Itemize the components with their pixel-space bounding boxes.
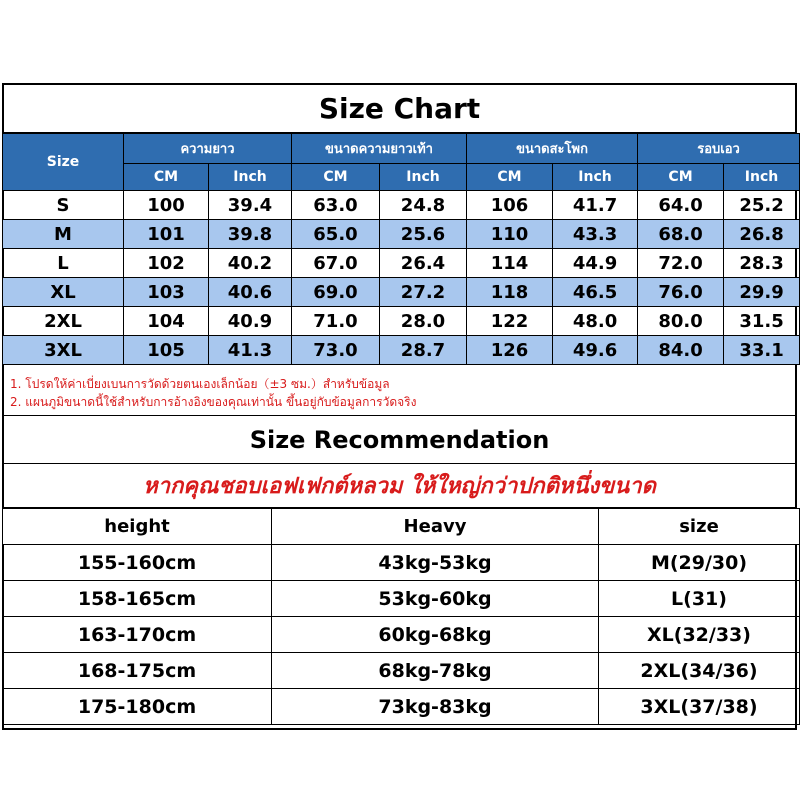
group-header-waist: รอบเอว: [638, 134, 800, 164]
measurement-cell: 63.0: [292, 191, 380, 220]
size-label: S: [3, 191, 124, 220]
measurement-cell: 24.8: [380, 191, 467, 220]
recommendation-row: [3, 617, 800, 653]
recommendation-note: หากคุณชอบเอฟเฟกต์หลวม ให้ใหญ่กว่าปกติหนึ่งขนาด: [4, 464, 795, 508]
measurement-cell: 84.0: [638, 336, 724, 365]
recommendation-row: [3, 653, 800, 689]
unit-header-cm: CM: [467, 164, 553, 191]
height-cell: 158-165cm: [3, 581, 272, 617]
measurement-cell: 65.0: [292, 220, 380, 249]
measurement-notes: [4, 372, 795, 416]
measurement-cell: 71.0: [292, 307, 380, 336]
size-cell: XL(32/33): [599, 617, 800, 653]
size-header: Size: [3, 134, 124, 191]
measurement-cell: 73.0: [292, 336, 380, 365]
size-table-body: [3, 191, 800, 365]
measurement-cell: 103: [124, 278, 209, 307]
measurement-cell: 26.4: [380, 249, 467, 278]
measurement-cell: 27.2: [380, 278, 467, 307]
weight-cell: 43kg-53kg: [272, 545, 599, 581]
measurement-cell: 29.9: [724, 278, 800, 307]
measurement-cell: 40.6: [209, 278, 292, 307]
measurement-cell: 105: [124, 336, 209, 365]
weight-cell: 60kg-68kg: [272, 617, 599, 653]
measurement-cell: 28.0: [380, 307, 467, 336]
measurement-cell: 102: [124, 249, 209, 278]
measurement-cell: 43.3: [553, 220, 638, 249]
measurement-cell: 64.0: [638, 191, 724, 220]
recommendation-table-body: [3, 545, 800, 725]
measurement-cell: 67.0: [292, 249, 380, 278]
unit-header-inch: Inch: [724, 164, 800, 191]
recommendation-header-row: [3, 509, 800, 545]
measurement-cell: 28.7: [380, 336, 467, 365]
note-line: 1. โปรดให้ค่าเบี่ยงเบนการวัดด้วยตนเองเล็กน้อย（±3 ซม.）สำหรับข้อมูล: [10, 377, 390, 391]
recommendation-title: Size Recommendation: [4, 416, 795, 464]
height-cell: 163-170cm: [3, 617, 272, 653]
size-row: [3, 220, 800, 249]
measurement-cell: 41.3: [209, 336, 292, 365]
measurement-cell: 40.2: [209, 249, 292, 278]
weight-cell: 73kg-83kg: [272, 689, 599, 725]
measurement-cell: 110: [467, 220, 553, 249]
measurement-cell: 101: [124, 220, 209, 249]
measurement-cell: 41.7: [553, 191, 638, 220]
measurement-cell: 100: [124, 191, 209, 220]
header-height: height: [3, 509, 272, 545]
measurement-cell: 68.0: [638, 220, 724, 249]
size-cell: M(29/30): [599, 545, 800, 581]
size-row: [3, 278, 800, 307]
size-cell: 2XL(34/36): [599, 653, 800, 689]
group-header-foot: ขนาดความยาวเท้า: [292, 134, 467, 164]
size-table: [2, 133, 800, 365]
unit-header-inch: Inch: [553, 164, 638, 191]
group-header-length: ความยาว: [124, 134, 292, 164]
measurement-cell: 26.8: [724, 220, 800, 249]
measurement-cell: 44.9: [553, 249, 638, 278]
size-chart-frame: [2, 83, 797, 730]
measurement-cell: 39.8: [209, 220, 292, 249]
measurement-cell: 114: [467, 249, 553, 278]
measurement-cell: 72.0: [638, 249, 724, 278]
group-header-row: [3, 134, 800, 164]
recommendation-row: [3, 545, 800, 581]
measurement-cell: 31.5: [724, 307, 800, 336]
weight-cell: 53kg-60kg: [272, 581, 599, 617]
measurement-cell: 126: [467, 336, 553, 365]
measurement-cell: 46.5: [553, 278, 638, 307]
measurement-cell: 25.2: [724, 191, 800, 220]
height-cell: 175-180cm: [3, 689, 272, 725]
size-row: [3, 191, 800, 220]
measurement-cell: 80.0: [638, 307, 724, 336]
measurement-cell: 33.1: [724, 336, 800, 365]
measurement-cell: 106: [467, 191, 553, 220]
group-header-hip: ขนาดสะโพก: [467, 134, 638, 164]
measurement-cell: 28.3: [724, 249, 800, 278]
unit-header-cm: CM: [124, 164, 209, 191]
size-row: [3, 307, 800, 336]
unit-header-cm: CM: [638, 164, 724, 191]
height-cell: 155-160cm: [3, 545, 272, 581]
size-label: M: [3, 220, 124, 249]
measurement-cell: 39.4: [209, 191, 292, 220]
size-label: 2XL: [3, 307, 124, 336]
unit-header-cm: CM: [292, 164, 380, 191]
size-row: [3, 336, 800, 365]
recommendation-row: [3, 581, 800, 617]
measurement-cell: 122: [467, 307, 553, 336]
size-label: L: [3, 249, 124, 278]
measurement-cell: 76.0: [638, 278, 724, 307]
measurement-cell: 104: [124, 307, 209, 336]
measurement-cell: 40.9: [209, 307, 292, 336]
size-row: [3, 249, 800, 278]
recommendation-table: [2, 508, 800, 725]
chart-title: Size Chart: [4, 85, 795, 133]
weight-cell: 68kg-78kg: [272, 653, 599, 689]
measurement-cell: 48.0: [553, 307, 638, 336]
measurement-cell: 118: [467, 278, 553, 307]
measurement-cell: 49.6: [553, 336, 638, 365]
size-label: XL: [3, 278, 124, 307]
size-cell: L(31): [599, 581, 800, 617]
unit-header-inch: Inch: [380, 164, 467, 191]
height-cell: 168-175cm: [3, 653, 272, 689]
header-heavy: Heavy: [272, 509, 599, 545]
unit-header-inch: Inch: [209, 164, 292, 191]
size-cell: 3XL(37/38): [599, 689, 800, 725]
header-size: size: [599, 509, 800, 545]
measurement-cell: 69.0: [292, 278, 380, 307]
note-line: 2. แผนภูมิขนาดนี้ใช้สำหรับการอ้างอิงของคุณเท่านั้น ขึ้นอยู่กับข้อมูลการวัดจริง: [10, 395, 417, 409]
recommendation-row: [3, 689, 800, 725]
measurement-cell: 25.6: [380, 220, 467, 249]
size-label: 3XL: [3, 336, 124, 365]
